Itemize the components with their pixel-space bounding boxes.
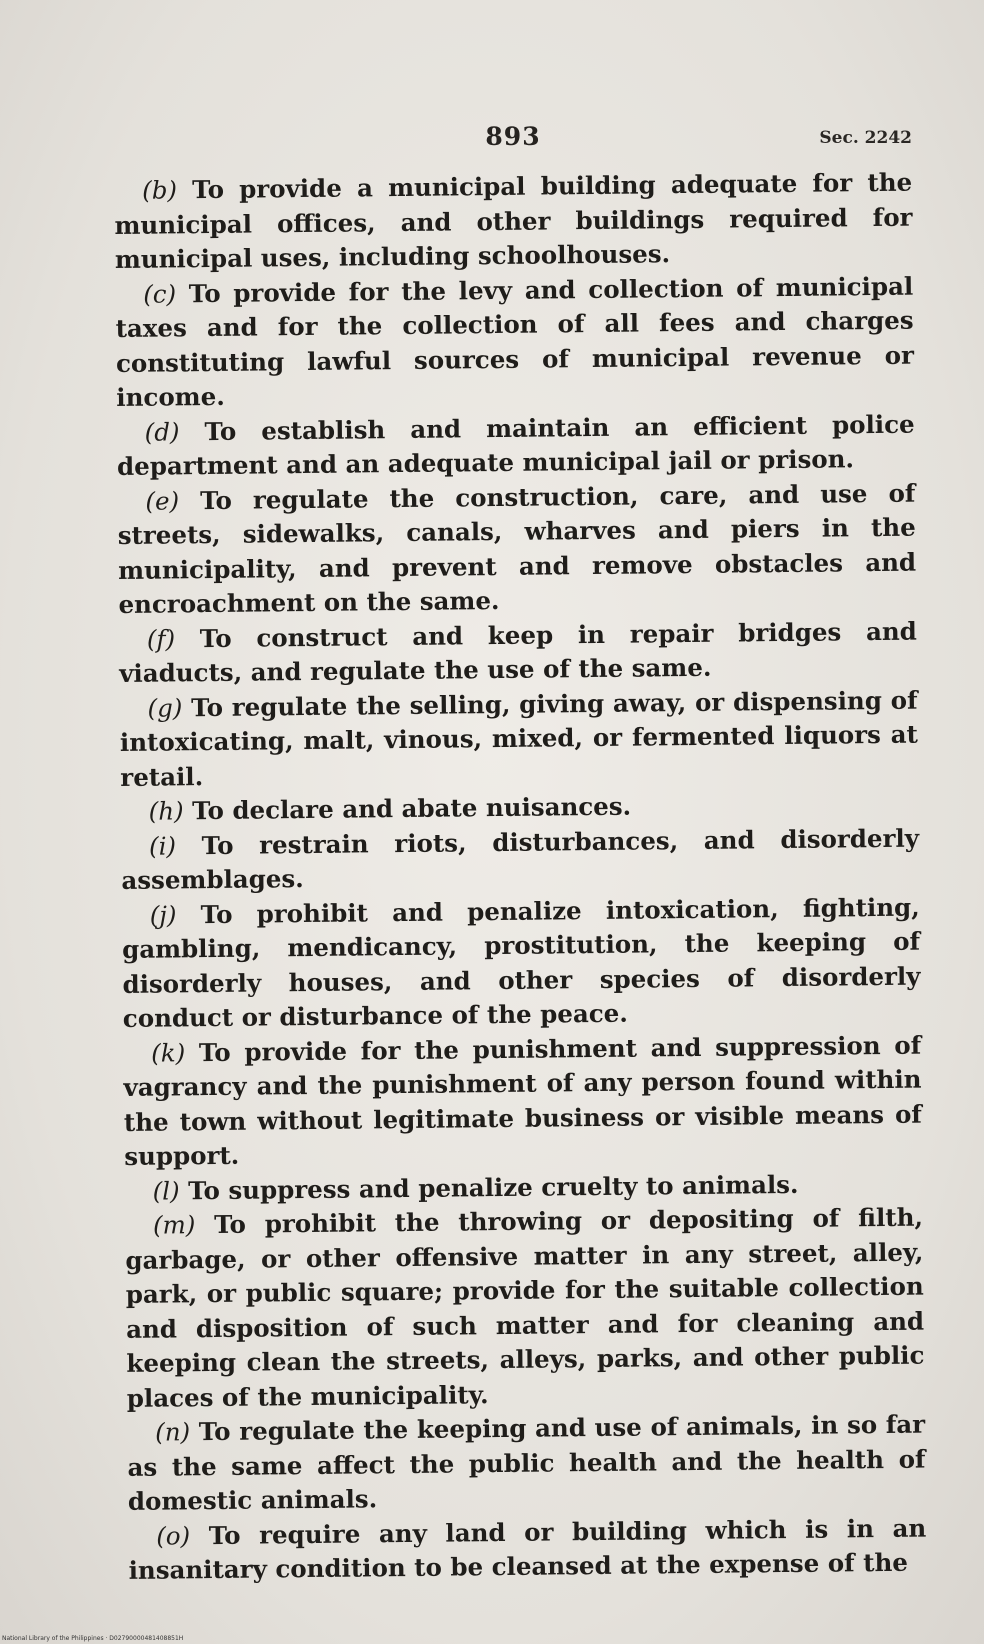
paragraph-g xyxy=(119,683,918,795)
paragraph-b xyxy=(114,166,913,278)
paragraph-text: To provide a municipal building adequate for the municipal offices, and other buildings required for municipal uses, including schoolhouses. xyxy=(114,167,913,274)
paragraph-text: To regulate the construction, care, and use of streets, sidewalks, canals, wharves and piers in the municipality, and prevent and remove obstacles and encroachment on the same. xyxy=(117,478,917,619)
paragraph-m xyxy=(125,1201,925,1416)
paragraph-n xyxy=(127,1408,926,1520)
paragraph-label: (m) xyxy=(152,1210,196,1240)
paragraph-text: To provide for the punishment and suppression of vagrancy and the punishment of any person found within the town without legitimate business or visible means of support. xyxy=(123,1030,923,1171)
paragraph-j xyxy=(122,890,921,1036)
page-number: 893 xyxy=(485,122,541,151)
paragraph-label: (f) xyxy=(146,623,176,654)
paragraph-text: To require any land or building which is in an insanitary condition to be cleansed at the expense of the xyxy=(128,1513,927,1585)
paragraph-text: To declare and abate nuisances. xyxy=(183,791,632,826)
paragraph-f xyxy=(119,614,918,691)
paragraph-text: To restrain riots, disturbances, and disorderly assemblages. xyxy=(121,823,920,895)
paragraph-label: (h) xyxy=(148,796,184,826)
paragraph-text: To prohibit the throwing or depositing of filth, garbage, or other offensive matter in any street, alley, park, or public square; provide for the suitable collection and disposition of such matter and for cleaning and keeping clean the streets, alleys, parks, and other public places of the municipality. xyxy=(125,1202,925,1413)
paragraph-text: To regulate the keeping and use of animals, in so far as the same affect the public health and the health of domestic animals. xyxy=(127,1409,926,1516)
paragraph-label: (d) xyxy=(144,416,180,447)
page-header xyxy=(114,122,912,162)
paragraph-text: To provide for the levy and collection of municipal taxes and for the collection of all fees and charges constituting lawful sources of municipal revenue or income. xyxy=(115,271,915,412)
paragraph-o xyxy=(128,1511,927,1588)
paragraph-text: To construct and keep in repair bridges and viaducts, and regulate the use of the same. xyxy=(119,616,917,688)
paragraph-i xyxy=(121,821,920,898)
paragraph-e xyxy=(117,476,916,622)
paragraph-label: (n) xyxy=(155,1417,191,1447)
paragraph-k xyxy=(123,1028,922,1174)
scan-credit: National Library of the Philippines · D02790000481408851H xyxy=(2,1635,184,1642)
paragraph-label: (b) xyxy=(142,175,178,205)
paragraph-label: (g) xyxy=(147,692,183,723)
section-reference: Sec. 2242 xyxy=(819,128,912,148)
paragraph-label: (o) xyxy=(156,1520,191,1551)
paragraph-text: To prohibit and penalize intoxication, fighting, gambling, mendicancy, prostitution, the keeping of disorderly houses, and other species of disorderly conduct or disturbance of the peace. xyxy=(121,892,921,1033)
paragraph-text: To establish and maintain an efficient police department and an adequate municipal jail or prison. xyxy=(116,409,915,481)
paragraph-label: (i) xyxy=(148,830,177,861)
paragraph-label: (e) xyxy=(145,485,180,516)
paragraph-label: (k) xyxy=(151,1037,186,1068)
paragraph-text: To suppress and penalize cruelty to animals. xyxy=(179,1169,799,1205)
paragraph-c xyxy=(115,269,914,415)
body-text xyxy=(114,166,927,1589)
paragraph-label: (j) xyxy=(149,899,177,930)
paragraph-label: (c) xyxy=(143,278,177,309)
paragraph-text: To regulate the selling, giving away, or dispensing of intoxicating, malt, vinous, mixed, or fermented liquors at retail. xyxy=(119,685,919,792)
paragraph-d xyxy=(117,407,916,484)
paragraph-label: (l) xyxy=(152,1175,180,1206)
